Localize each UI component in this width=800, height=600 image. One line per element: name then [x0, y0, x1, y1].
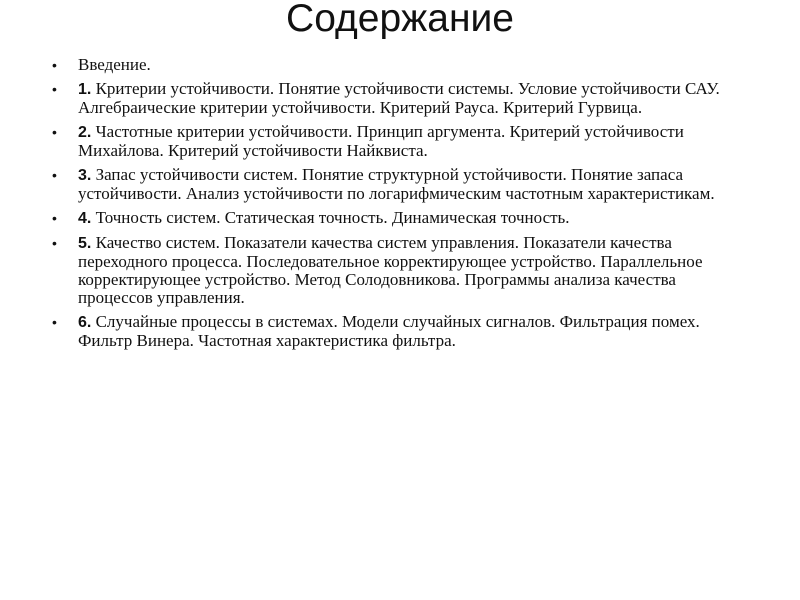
bullet-icon: •: [52, 235, 57, 251]
list-item-intro: [52, 56, 752, 74]
bullet-icon: •: [52, 167, 57, 183]
list-item-section-6: [52, 313, 752, 350]
list-item-section-4: [52, 209, 752, 228]
list-item-text: Точность систем. Статическая точность. Динамическая точность.: [95, 208, 570, 227]
list-item-section-2: [52, 123, 752, 160]
section-number: 3.: [78, 167, 92, 184]
bullet-icon: •: [52, 314, 57, 330]
section-number: 4.: [78, 210, 92, 227]
contents-list: [52, 56, 752, 356]
bullet-icon: •: [52, 210, 57, 226]
bullet-icon: •: [52, 57, 57, 73]
list-item-text: Частотные критерии устойчивости. Принцип аргумента. Критерий устойчивости Михайлова. Критерий устойчивости Найквиста.: [78, 122, 684, 160]
list-item-text: Случайные процессы в системах. Модели случайных сигналов. Фильтрация помех. Фильтр Винера. Частотная характеристика фильтра.: [78, 312, 700, 350]
list-item-text: Критерии устойчивости. Понятие устойчивости системы. Условие устойчивости САУ. Алгебраические критерии устойчивости. Критерий Рауса. Критерий Гурвица.: [78, 79, 720, 117]
list-item-text: Качество систем. Показатели качества систем управления. Показатели качества переходного процесса. Последовательное корректирующее устройство. Параллельное корректирующее устройство. Метод Солодовникова. Программы анализа качества процессов управления.: [78, 233, 703, 307]
list-item-text: Запас устойчивости систем. Понятие структурной устойчивости. Понятие запаса устойчивости. Анализ устойчивости по логарифмическим частотным характеристикам.: [78, 165, 715, 203]
bullet-icon: •: [52, 124, 57, 140]
section-number: 6.: [78, 314, 92, 331]
list-item-section-1: [52, 80, 752, 117]
bullet-icon: •: [52, 81, 57, 97]
section-number: 2.: [78, 124, 92, 141]
slide-title: Содержание: [286, 0, 514, 40]
list-item-text: Введение.: [78, 55, 151, 74]
section-number: 1.: [78, 81, 92, 98]
section-number: 5.: [78, 235, 92, 252]
list-item-section-3: [52, 166, 752, 203]
list-item-section-5: [52, 234, 752, 307]
